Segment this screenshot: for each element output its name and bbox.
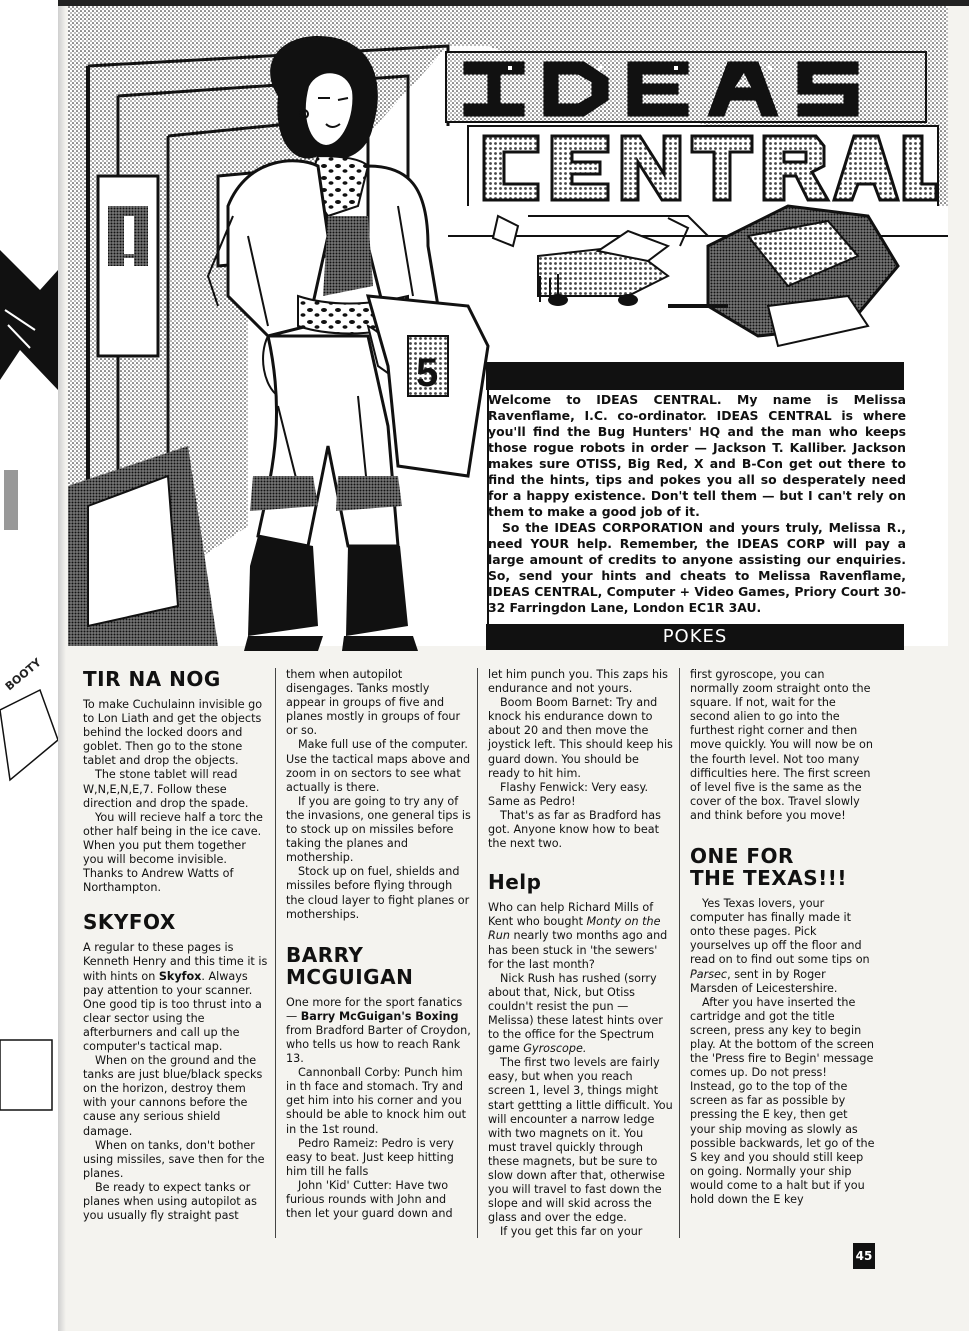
binding-shadow: [58, 0, 66, 1331]
article-text: One more for the sport fanatics — Barry McGuigan's Boxing from Bradford Barter of Croydon, who tells us how to reach Rank 13.: [286, 995, 471, 1066]
game-title-barry-mcguigan: Barry McGuigan's Boxing: [300, 1009, 459, 1023]
heading-tir-na-nog: TIR NA NOG: [83, 667, 221, 691]
column-rule-3: [679, 668, 680, 1238]
article-text: After you have inserted the cartridge and got the title screen, press any key to begin play. At the bottom of the screen the 'Press fire to Begin' message comes up. Do not press! Instead, go to the top of the screen as far as possible by pressing the E key, then get your ship moving as slowly as possible backwards, let go of the S key and you should still keep on going. Normally your ship would come to a halt but if you hold down the E key: [690, 995, 875, 1206]
game-title-gyroscope: Gyroscope.: [523, 1042, 587, 1056]
article-text: Flashy Fenwick: Very easy. Same as Pedro!: [488, 780, 649, 808]
intro-paragraph-2: So the IDEAS CORPORATION and yours truly, Melissa R., need YOUR help. Remember, the IDEAS CORP will pay a large amount of credits to anyone assisting our enquiries. So, send your hints and cheats to Melissa Ravenflame, IDEAS CENTRAL, Computer + Video Games, Priory Court 30-32 Farringdon Lane, London EC1R 3AU.: [488, 520, 906, 615]
article-text: If you get this far on your: [500, 1225, 643, 1239]
article-text: Boom Boom Barnet: Try and knock his endurance down to about 20 and then move the joystick left. This should keep his guard down. You should be ready to hit him.: [488, 696, 673, 780]
article-text: Be ready to expect tanks or planes when using autopilot as you usually fly straight past: [83, 1180, 257, 1223]
article-text: A regular to these pages is Kenneth Henry and this time it is with hints on Skyfox. Always pay attention to your scanner. One good tip is too thrust into a clear sector using the afterburners and call up the computer's tactical map.: [83, 941, 268, 1053]
intro-header-bar: [486, 362, 904, 390]
game-title-monty: Monty on the Run: [488, 915, 661, 943]
article-text: first gyroscope, you can normally zoom straight onto the square. If not, wait for the second alien to go into the furthest right corner and then move quickly. You will now be on the fourth level. Not too many difficulties here. The first screen of level five is the same as the cover of the box. Travel slowly and think before you move!: [690, 668, 873, 822]
game-title-parsec: Parsec: [690, 967, 728, 981]
heading-texas-line-2: THE TEXAS!!!: [690, 866, 847, 891]
article-text: Stock up on fuel, shields and missiles before flying through the cloud layer to fight planes or motherships.: [286, 865, 470, 921]
heading-barry-line-2: MCGUIGAN: [286, 964, 414, 989]
article-text: That's as far as Bradford has got. Anyone know how to beat the next two.: [488, 808, 661, 851]
column-4: [690, 668, 875, 1207]
intro-text: [488, 392, 906, 616]
article-text: let him punch you. This zaps his endurance and not yours.: [488, 668, 668, 696]
facing-page-text-fragment: BOOTY: [2, 655, 44, 694]
intro-paragraph-1: Welcome to IDEAS CENTRAL. My name is Melissa Ravenflame, I.C. co-ordinator. IDEAS CENTRAL is where you'll find the Bug Hunters' HQ and the man who keeps those rogue robots in order — Jackson T. Kalliber. Jackson makes sure OTISS, Big Red, X and B-Con get out there to find the hints, tips and pokes you all so desperately need for a happy existence. Don't tell them — but I can't rely on them to make a good job of it.: [488, 392, 906, 519]
article-text: Yes Texas lovers, your computer has finally made it onto these pages. Pick yourselves up off the floor and read on to find out some tips on Parsec, sent in by Roger Marsden of Leicestershire.: [690, 897, 870, 995]
article-text: Pedro Rameiz: Pedro is very easy to beat. Just keep hitting him till he falls: [286, 1136, 454, 1178]
article-text: The first two levels are fairly easy, but when you reach screen 1, level 3, things might start gettting a little difficult. You will encounter a narrow ledge with two magnets on it. You must travel quickly through these magnets, but be sure to slow down after that, otherwise you will travel to fast down the slope and will skid across the glass and over the edge.: [488, 1056, 673, 1225]
heading-texas-line-1: ONE FOR: [690, 844, 794, 869]
door-number: 5: [416, 351, 439, 395]
article-text: them when autopilot disengages. Tanks mostly appear in groups of five and planes mostly in groups of four or so.: [286, 668, 461, 738]
article-text: The stone tablet will read W,N,E,N,E,7. Follow these direction and drop the spade.: [83, 768, 249, 810]
article-text: When on tanks, don't bother using missiles, save then for the planes.: [83, 1138, 265, 1180]
game-title-skyfox: Skyfox: [158, 969, 202, 983]
column-1: [83, 668, 268, 1223]
column-rule-2: [477, 668, 478, 1238]
article-text: Nick Rush has rushed (sorry about that, Nick, but Otiss couldn't resist the pun — Melissa) these latest hints over to the office for the Spectrum game Gyroscope.: [488, 971, 663, 1056]
column-rule-1: [275, 668, 276, 1238]
article-text: Who can help Richard Mills of Kent who bought Monty on the Run nearly two months ago and has been stuck in 'the sewers' for the last month?: [488, 901, 668, 971]
facing-page-tab: [4, 470, 18, 530]
heading-help: Help: [488, 870, 542, 895]
heading-barry-line-1: BARRY: [286, 942, 364, 967]
column-2: [286, 668, 471, 1221]
page-number: 45: [853, 1243, 875, 1269]
article-text: Make full use of the computer. Use the tactical maps above and zoom in on sectors to see what actually is there.: [286, 738, 471, 794]
article-text: If you are going to try any of the invasions, one general tips is to stock up on missiles before taking the planes and mothership.: [286, 794, 471, 865]
pokes-section-bar: POKES: [486, 624, 904, 650]
article-text: John 'Kid' Cutter: Have two furious rounds with John and then let your guard down and: [286, 1178, 453, 1221]
article-text: When on the ground and the tanks are just blue/black specks on the horizon, destroy them with your cannons before the cause any serious shield damage.: [83, 1054, 263, 1138]
heading-skyfox: SKYFOX: [83, 910, 176, 935]
article-text: You will recieve half a torc the other half being in the ice cave. When you put them together you will become invisible. Thanks to Andrew Watts of Northampton.: [83, 810, 263, 895]
facing-page-box-2: [0, 1030, 58, 1120]
article-text: To make Cuchulainn invisible go to Lon Liath and get the objects behind the locked doors and goblet. Then go to the stone tablet and drop the objects.: [83, 698, 263, 768]
column-3: [488, 668, 673, 1239]
article-text: Cannonball Corby: Punch him in th face and stomach. Try and get him into his corner and you should be able to knock him out in the 1st round.: [286, 1066, 467, 1136]
facing-page-art: [0, 230, 58, 430]
facing-page-box: [0, 680, 58, 790]
